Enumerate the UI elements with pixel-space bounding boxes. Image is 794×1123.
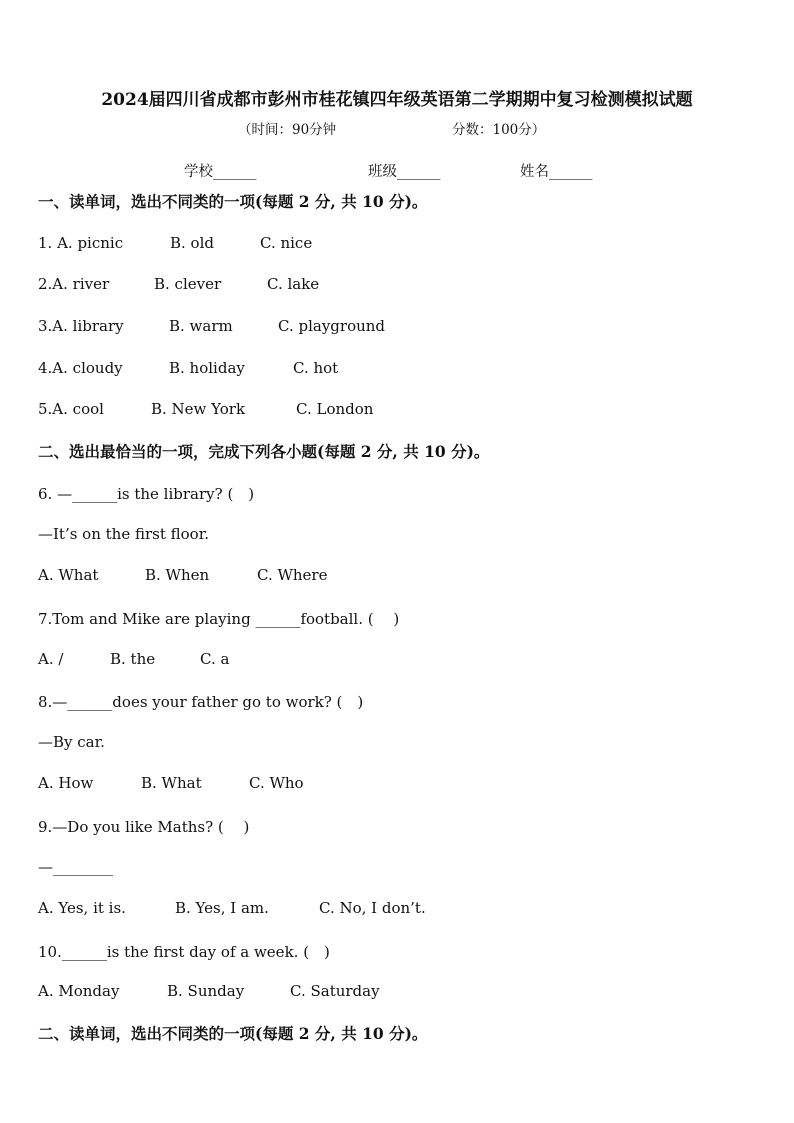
q2-option-a: 2.A. river xyxy=(38,275,110,293)
exam-time: （时间：90分钟 xyxy=(238,122,337,138)
q1-option-c: C. nice xyxy=(260,234,313,252)
q9-option-a: A. Yes, it is. xyxy=(38,899,126,917)
class-field: 班级______ xyxy=(368,164,441,180)
q7-option-c: C. a xyxy=(200,650,230,668)
q3-option-b: B. warm xyxy=(169,317,233,335)
q6-option-c: C. Where xyxy=(257,566,328,584)
q9-option-c: C. No, I don’t. xyxy=(319,899,426,917)
question-6-stem: 6. —______is the library? ( ) xyxy=(38,485,255,503)
section-heading-3: 二、读单词，选出不同类的一项(每题 2 分, 共 10 分)。 xyxy=(38,1024,428,1043)
question-7-stem: 7.Tom and Mike are playing ______football. ( ) xyxy=(38,610,400,628)
q7-option-a: A. / xyxy=(38,650,64,668)
section-heading-1: 一、读单词，选出不同类的一项(每题 2 分, 共 10 分)。 xyxy=(38,192,428,211)
question-6-reply: —It’s on the first floor. xyxy=(38,525,210,543)
q2-option-c: C. lake xyxy=(267,275,320,293)
q4-option-c: C. hot xyxy=(293,359,339,377)
school-field: 学校______ xyxy=(184,164,257,180)
q5-option-a: 5.A. cool xyxy=(38,400,104,418)
question-10-stem: 10.______is the first day of a week. ( ) xyxy=(38,943,330,961)
q8-option-a: A. How xyxy=(38,774,94,792)
question-8-stem: 8.—______does your father go to work? ( ) xyxy=(38,693,364,711)
q3-option-c: C. playground xyxy=(278,317,386,335)
q10-option-a: A. Monday xyxy=(38,982,120,1000)
name-field: 姓名______ xyxy=(520,164,593,180)
q5-option-b: B. New York xyxy=(151,400,246,418)
q8-option-c: C. Who xyxy=(249,774,304,792)
exam-score: 分数：100分） xyxy=(452,122,546,138)
question-9-reply: —________ xyxy=(38,858,113,876)
q10-option-b: B. Sunday xyxy=(167,982,245,1000)
q2-option-b: B. clever xyxy=(154,275,222,293)
question-8-reply: —By car. xyxy=(38,733,105,751)
q3-option-a: 3.A. library xyxy=(38,317,124,335)
q6-option-b: B. When xyxy=(145,566,210,584)
q4-option-b: B. holiday xyxy=(169,359,245,377)
section-heading-2: 二、选出最恰当的一项，完成下列各小题(每题 2 分, 共 10 分)。 xyxy=(38,442,490,461)
q7-option-b: B. the xyxy=(110,650,156,668)
q4-option-a: 4.A. cloudy xyxy=(38,359,123,377)
q1-option-b: B. old xyxy=(170,234,214,252)
page-title: 2024届四川省成都市彭州市桂花镇四年级英语第二学期期中复习检测模拟试题 xyxy=(101,90,693,110)
q10-option-c: C. Saturday xyxy=(290,982,380,1000)
question-9-stem: 9.—Do you like Maths? ( ) xyxy=(38,818,250,836)
q5-option-c: C. London xyxy=(296,400,374,418)
q8-option-b: B. What xyxy=(141,774,202,792)
q9-option-b: B. Yes, I am. xyxy=(175,899,269,917)
q1-option-a: 1. A. picnic xyxy=(38,234,124,252)
q6-option-a: A. What xyxy=(38,566,99,584)
